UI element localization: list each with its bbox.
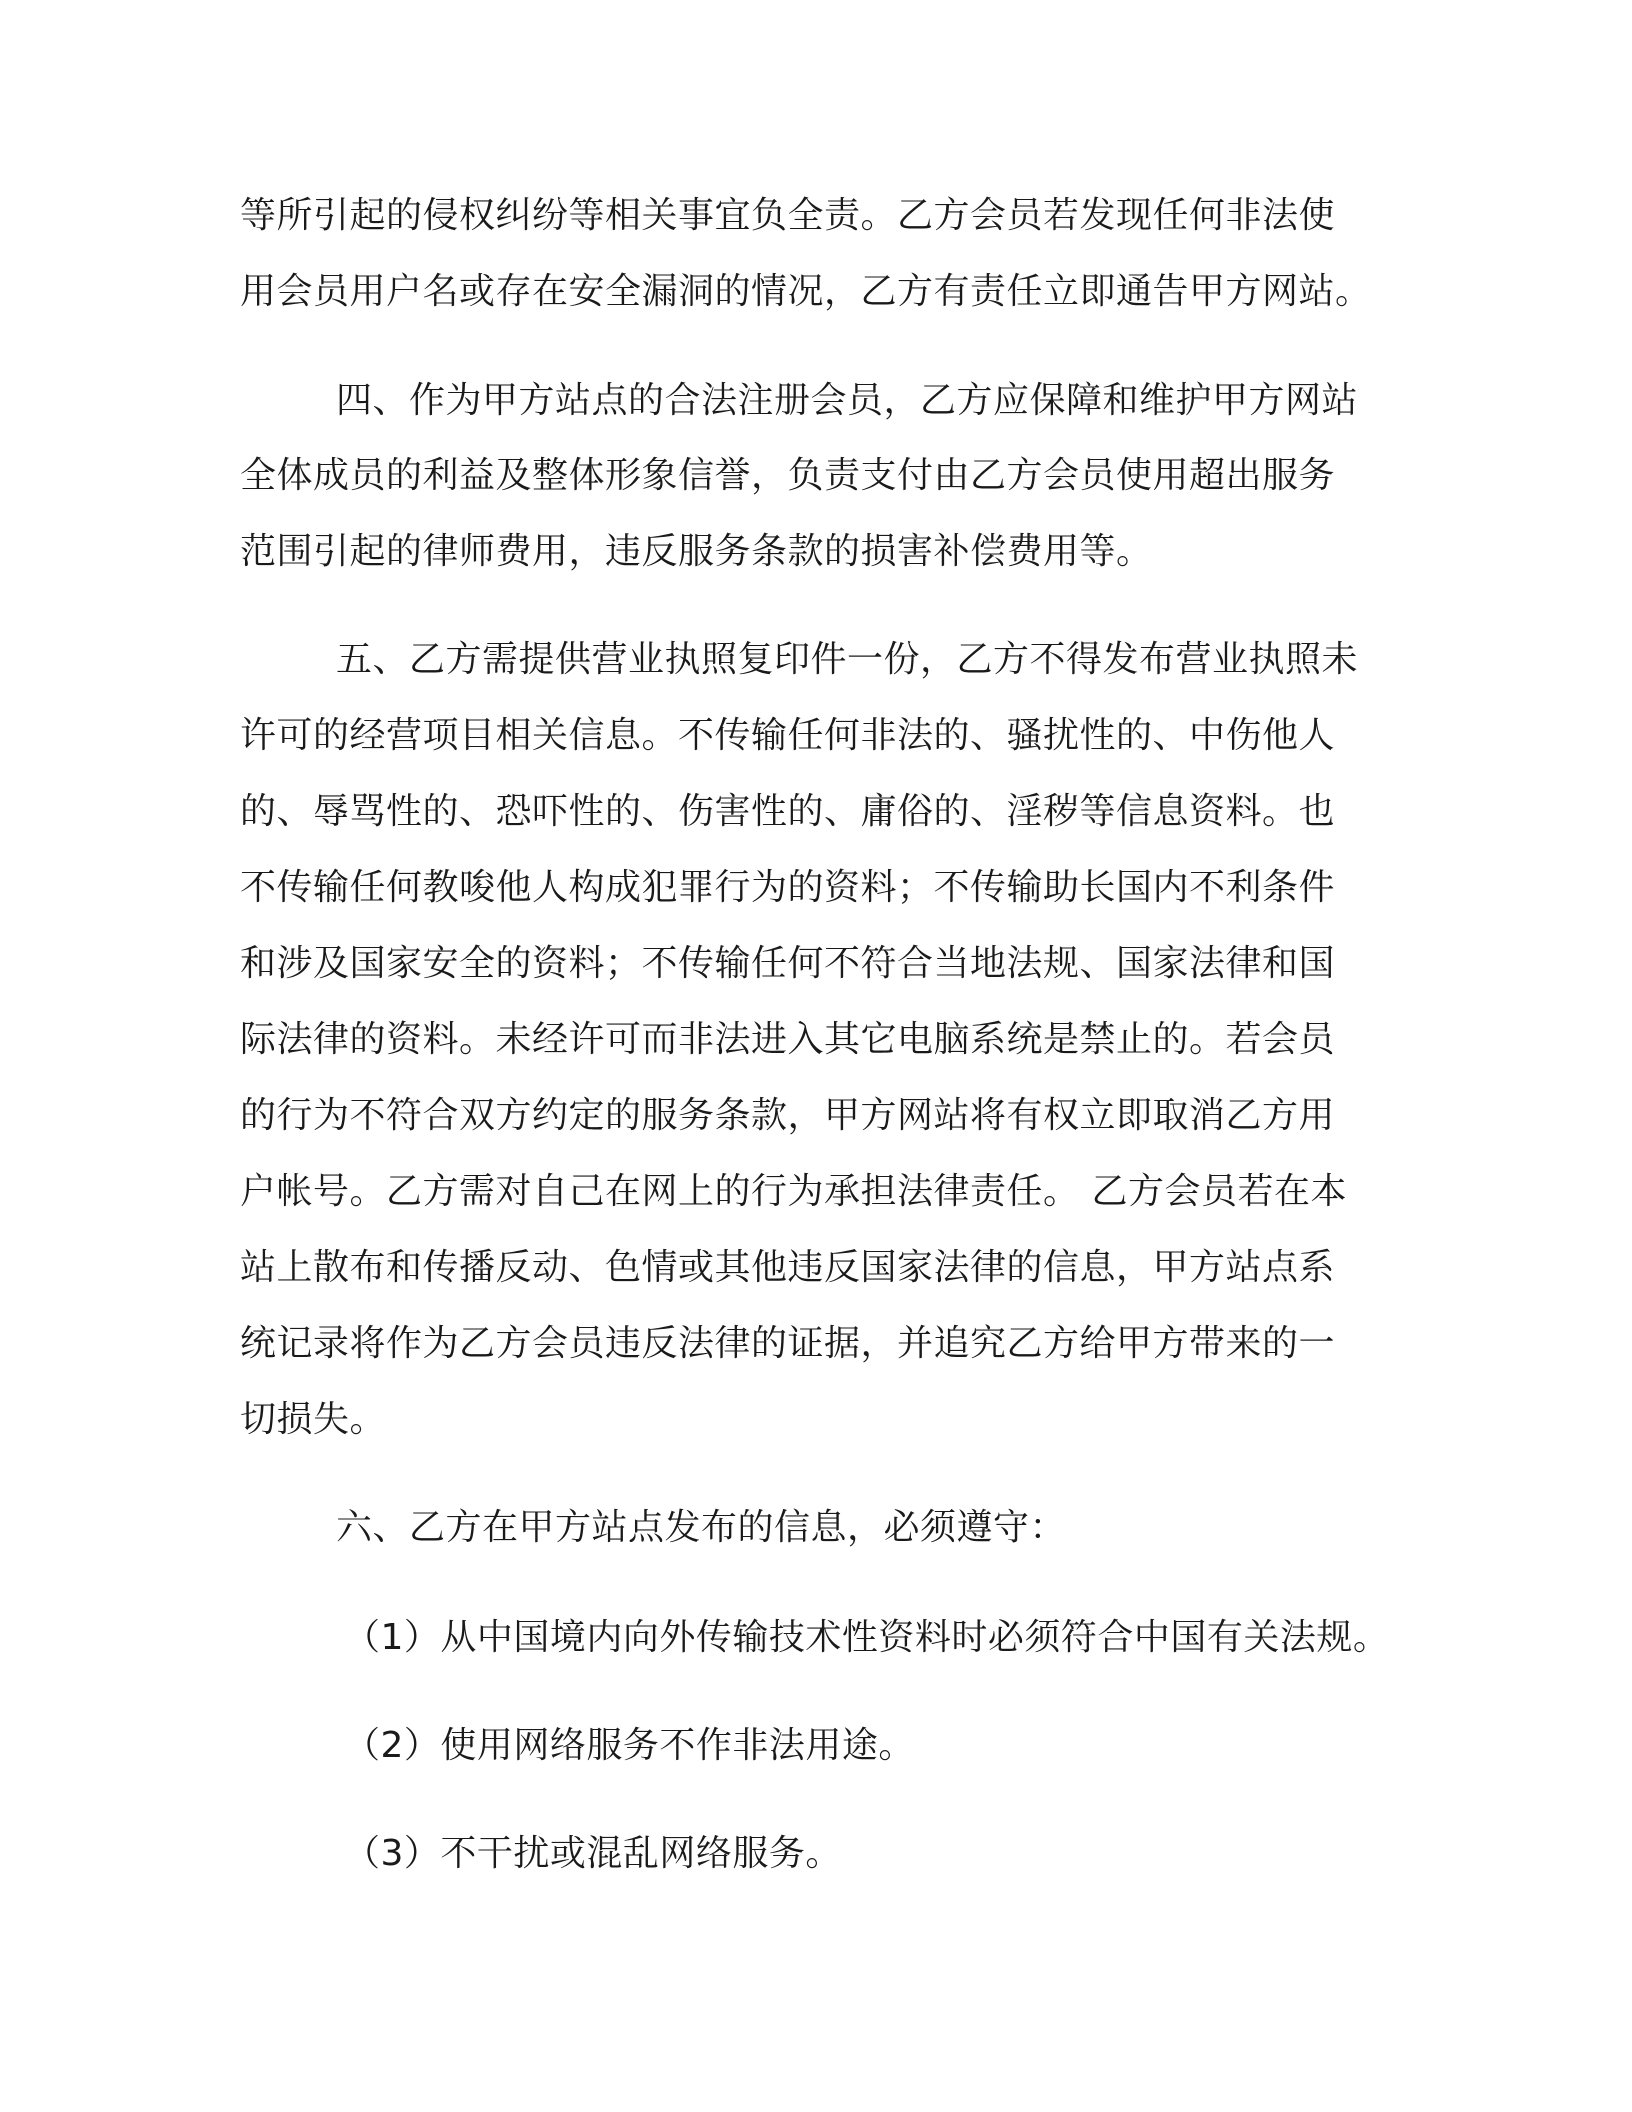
clause-4-first-line: 四、作为甲方站点的合法注册会员，乙方应保障和维护甲方网站 (336, 380, 1359, 421)
clause-6-item: （2）使用网络服务不作非法用途。 (344, 1725, 915, 1766)
clause-6-item: （1）从中国境内向外传输技术性资料时必须符合中国有关法规。 (344, 1617, 1390, 1658)
body-text-line: 和涉及国家安全的资料；不传输任何不符合当地法规、国家法律和国 (240, 943, 1336, 984)
body-text-line: 的、辱骂性的、恐吓性的、伤害性的、庸俗的、淫秽等信息资料。也 (240, 791, 1336, 832)
body-text-line: 际法律的资料。未经许可而非法进入其它电脑系统是禁止的。若会员 (240, 1019, 1336, 1060)
body-text-line: 全体成员的利益及整体形象信誉，负责支付由乙方会员使用超出服务 (240, 455, 1336, 496)
body-text-line: 许可的经营项目相关信息。不传输任何非法的、骚扰性的、中伤他人 (240, 715, 1336, 756)
body-text-line: 统记录将作为乙方会员违反法律的证据，并追究乙方给甲方带来的一 (240, 1323, 1336, 1364)
body-text-line: 户帐号。乙方需对自己在网上的行为承担法律责任。 乙方会员若在本 (240, 1171, 1347, 1212)
body-text-line: 范围引起的律师费用，违反服务条款的损害补偿费用等。 (240, 531, 1153, 572)
body-text-line: 切损失。 (240, 1399, 387, 1440)
body-text-line: 不传输任何教唆他人构成犯罪行为的资料；不传输助长国内不利条件 (240, 867, 1336, 908)
clause-6-heading: 六、乙方在甲方站点发布的信息，必须遵守： (336, 1507, 1067, 1548)
body-text-line: 用会员用户名或存在安全漏洞的情况，乙方有责任立即通告甲方网站。 (240, 271, 1372, 312)
clause-6-item: （3）不干扰或混乱网络服务。 (344, 1833, 842, 1874)
body-text-line: 的行为不符合双方约定的服务条款，甲方网站将有权立即取消乙方用 (240, 1095, 1336, 1136)
body-text-line: 站上散布和传播反动、色情或其他违反国家法律的信息，甲方站点系 (240, 1247, 1336, 1288)
clause-5-first-line: 五、乙方需提供营业执照复印件一份，乙方不得发布营业执照未 (336, 639, 1359, 680)
body-text-line: 等所引起的侵权纠纷等相关事宜负全责。乙方会员若发现任何非法使 (240, 195, 1336, 236)
